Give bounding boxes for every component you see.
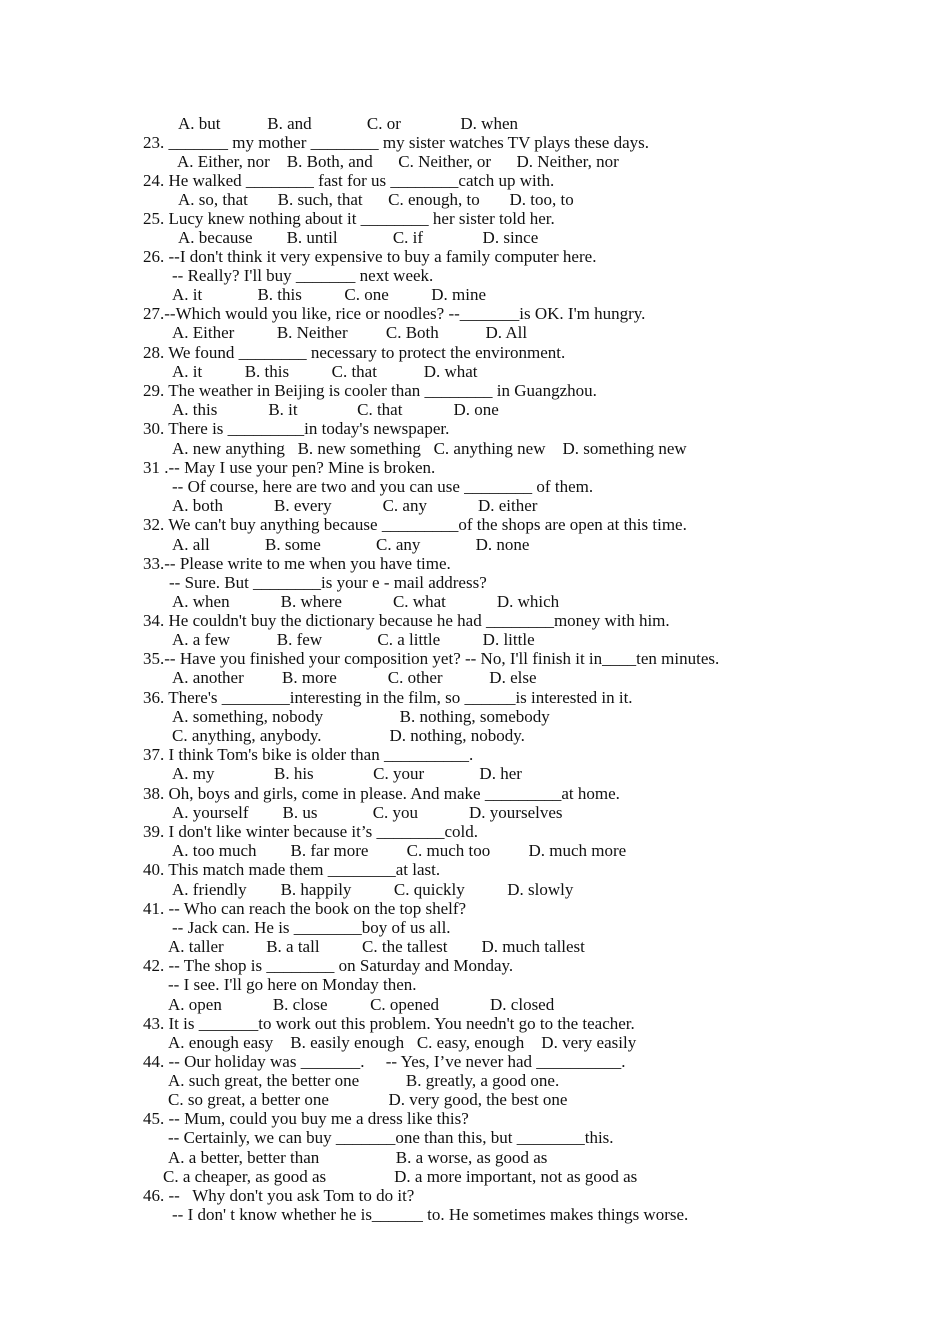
question-43-stem: 43. It is _______to work out this problem. You needn't go to the teacher. bbox=[143, 1014, 635, 1033]
question-42-options: A. open B. close C. opened D. closed bbox=[168, 995, 555, 1014]
question-32-options: A. all B. some C. any D. none bbox=[172, 535, 530, 554]
question-28-stem: 28. We found ________ necessary to protect the environment. bbox=[143, 343, 566, 362]
question-33-stem: 33.-- Please write to me when you have time. bbox=[143, 554, 451, 573]
question-33-reply: -- Sure. But ________is your e - mail address? bbox=[169, 573, 487, 592]
question-42-stem: 42. -- The shop is ________ on Saturday and Monday. bbox=[143, 956, 514, 975]
question-26-options: A. it B. this C. one D. mine bbox=[172, 285, 487, 304]
question-38-options: A. yourself B. us C. you D. yourselves bbox=[172, 803, 563, 822]
question-28-options: A. it B. this C. that D. what bbox=[172, 362, 478, 381]
question-27-stem: 27.--Which would you like, rice or noodles? --_______is OK. I'm hungry. bbox=[143, 304, 646, 323]
question-36-options-cd: C. anything, anybody. D. nothing, nobody. bbox=[172, 726, 525, 745]
question-27-options: A. Either B. Neither C. Both D. All bbox=[172, 323, 528, 342]
question-43-options: A. enough easy B. easily enough C. easy, enough D. very easily bbox=[168, 1033, 637, 1052]
question-26-reply: -- Really? I'll buy _______ next week. bbox=[172, 266, 434, 285]
question-34-stem: 34. He couldn't buy the dictionary because he had ________money with him. bbox=[143, 611, 670, 630]
question-23-options: A. Either, nor B. Both, and C. Neither, or D. Neither, nor bbox=[177, 152, 619, 171]
question-40-stem: 40. This match made them ________at last. bbox=[143, 860, 441, 879]
question-44-options-ab: A. such great, the better one B. greatly, a good one. bbox=[168, 1071, 560, 1090]
question-38-stem: 38. Oh, boys and girls, come in please. And make _________at home. bbox=[143, 784, 620, 803]
question-35-options: A. another B. more C. other D. else bbox=[172, 668, 537, 687]
question-44-options-cd: C. so great, a better one D. very good, the best one bbox=[168, 1090, 568, 1109]
question-29-options: A. this B. it C. that D. one bbox=[172, 400, 499, 419]
question-25-stem: 25. Lucy knew nothing about it ________ her sister told her. bbox=[143, 209, 555, 228]
question-34-options: A. a few B. few C. a little D. little bbox=[172, 630, 535, 649]
question-23-stem: 23. _______ my mother ________ my sister watches TV plays these days. bbox=[143, 133, 650, 152]
question-46-reply: -- I don' t know whether he is______ to. He sometimes makes things worse. bbox=[172, 1205, 689, 1224]
question-29-stem: 29. The weather in Beijing is cooler than ________ in Guangzhou. bbox=[143, 381, 597, 400]
question-39-stem: 39. I don't like winter because it’s ________cold. bbox=[143, 822, 478, 841]
question-37-options: A. my B. his C. your D. her bbox=[172, 764, 522, 783]
question-37-stem: 37. I think Tom's bike is older than __________. bbox=[143, 745, 474, 764]
question-31-reply: -- Of course, here are two and you can use ________ of them. bbox=[172, 477, 594, 496]
question-45-stem: 45. -- Mum, could you buy me a dress like this? bbox=[143, 1109, 469, 1128]
question-30-options: A. new anything B. new something C. anything new D. something new bbox=[172, 439, 687, 458]
question-41-options: A. taller B. a tall C. the tallest D. much tallest bbox=[168, 937, 585, 956]
question-42-reply: -- I see. I'll go here on Monday then. bbox=[168, 975, 417, 994]
question-45-reply: -- Certainly, we can buy _______one than this, but ________this. bbox=[168, 1128, 614, 1147]
question-41-reply: -- Jack can. He is ________boy of us all. bbox=[172, 918, 451, 937]
question-24-options: A. so, that B. such, that C. enough, to D. too, to bbox=[178, 190, 574, 209]
question-31-options: A. both B. every C. any D. either bbox=[172, 496, 538, 515]
question-35-stem: 35.-- Have you finished your composition yet? -- No, I'll finish it in____ten minutes. bbox=[143, 649, 720, 668]
question-31-stem: 31 .-- May I use your pen? Mine is broken. bbox=[143, 458, 436, 477]
question-25-options: A. because B. until C. if D. since bbox=[178, 228, 539, 247]
question-41-stem: 41. -- Who can reach the book on the top shelf? bbox=[143, 899, 467, 918]
question-44-stem: 44. -- Our holiday was _______. -- Yes, I’ve never had __________. bbox=[143, 1052, 626, 1071]
question-24-stem: 24. He walked ________ fast for us ________catch up with. bbox=[143, 171, 555, 190]
question-22-options: A. but B. and C. or D. when bbox=[178, 114, 518, 133]
question-36-options-ab: A. something, nobody B. nothing, somebody bbox=[172, 707, 550, 726]
question-45-options-cd: C. a cheaper, as good as D. a more important, not as good as bbox=[163, 1167, 638, 1186]
question-32-stem: 32. We can't buy anything because _________of the shops are open at this time. bbox=[143, 515, 687, 534]
question-26-stem: 26. --I don't think it very expensive to buy a family computer here. bbox=[143, 247, 597, 266]
question-33-options: A. when B. where C. what D. which bbox=[172, 592, 560, 611]
question-36-stem: 36. There's ________interesting in the film, so ______is interested in it. bbox=[143, 688, 633, 707]
question-39-options: A. too much B. far more C. much too D. much more bbox=[172, 841, 627, 860]
question-40-options: A. friendly B. happily C. quickly D. slowly bbox=[172, 880, 574, 899]
question-45-options-ab: A. a better, better than B. a worse, as good as bbox=[168, 1148, 548, 1167]
question-30-stem: 30. There is _________in today's newspaper. bbox=[143, 419, 450, 438]
question-46-stem: 46. -- Why don't you ask Tom to do it? bbox=[143, 1186, 415, 1205]
